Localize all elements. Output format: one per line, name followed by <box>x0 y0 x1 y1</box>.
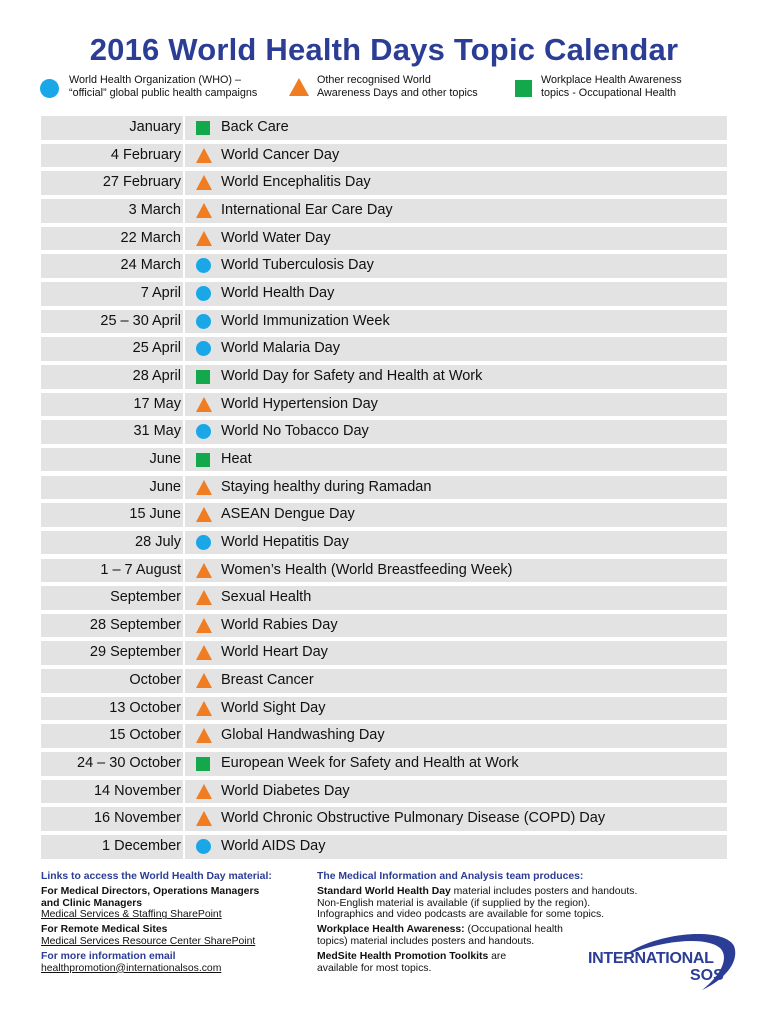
footer-links: Links to access the World Health Day material: For Medical Directors, Operations Managers and Clinic Managers Medical Services & Staffing SharePoint For Remote Medical Sites Medical Services Resource Center SharePoint For more information email healthpromotion@internationalsos.com <box>41 871 301 974</box>
orange-triangle-icon <box>196 701 212 716</box>
row-topic <box>185 420 727 444</box>
row-date: January <box>41 116 183 140</box>
row-topic <box>185 116 727 140</box>
row-date: 28 September <box>41 614 183 638</box>
row-date: 25 – 30 April <box>41 310 183 334</box>
row-topic <box>185 282 727 306</box>
row-date: 27 February <box>41 171 183 195</box>
standard-material-paragraph: Standard World Health Day material includes posters and handouts. Non-English material is available (if supplied by the region). Infographics and video podcasts are available for some topics. <box>317 885 638 921</box>
blue-circle-icon <box>196 535 211 550</box>
calendar-row <box>41 586 727 610</box>
email-link[interactable]: healthpromotion@internationalsos.com <box>41 962 222 974</box>
row-topic <box>185 531 727 555</box>
calendar-row <box>41 171 727 195</box>
row-topic <box>185 641 727 665</box>
row-topic-label: World Hypertension Day <box>221 395 378 412</box>
row-topic-label: Staying healthy during Ramadan <box>221 478 432 495</box>
row-topic <box>185 503 727 527</box>
orange-triangle-icon <box>196 728 212 743</box>
row-topic-label: Heat <box>221 450 252 467</box>
calendar-table <box>41 116 727 863</box>
row-topic <box>185 337 727 361</box>
row-topic-label: European Week for Safety and Health at Work <box>221 755 519 772</box>
blue-circle-icon <box>196 258 211 273</box>
row-topic-label: World Heart Day <box>221 644 328 661</box>
resource-center-sharepoint-link[interactable]: Medical Services Resource Center SharePoint <box>41 935 256 947</box>
row-topic <box>185 669 727 693</box>
row-date: 29 September <box>41 641 183 665</box>
calendar-row <box>41 227 727 251</box>
row-topic-label: World Cancer Day <box>221 146 340 163</box>
row-date: 28 April <box>41 365 183 389</box>
calendar-row <box>41 669 727 693</box>
row-topic <box>185 393 727 417</box>
green-square-icon <box>196 121 210 135</box>
calendar-row <box>41 752 727 776</box>
row-topic-label: World Sight Day <box>221 699 326 716</box>
row-topic-label: World Health Day <box>221 284 335 301</box>
row-date: 4 February <box>41 144 183 168</box>
row-topic <box>185 780 727 804</box>
row-date: 13 October <box>41 697 183 721</box>
row-date: 7 April <box>41 282 183 306</box>
calendar-row <box>41 116 727 140</box>
row-topic-label: World Encephalitis Day <box>221 174 371 191</box>
calendar-row <box>41 282 727 306</box>
legend-other-text: Other recognised World Awareness Days and other topics <box>317 74 478 99</box>
calendar-row <box>41 448 727 472</box>
row-topic <box>185 171 727 195</box>
row-date: 3 March <box>41 199 183 223</box>
blue-circle-icon <box>40 79 59 98</box>
row-topic-label: World Malaria Day <box>221 340 340 357</box>
orange-triangle-icon <box>196 784 212 799</box>
orange-triangle-icon <box>196 645 212 660</box>
calendar-row <box>41 199 727 223</box>
row-topic-label: Breast Cancer <box>221 672 314 689</box>
row-topic <box>185 697 727 721</box>
row-topic <box>185 559 727 583</box>
blue-circle-icon <box>196 839 211 854</box>
row-date: 24 March <box>41 254 183 278</box>
calendar-row <box>41 807 727 831</box>
workplace-material-paragraph: Workplace Health Awareness: (Occupational health topics) material includes posters and handouts. <box>317 924 563 947</box>
orange-triangle-icon <box>196 673 212 688</box>
orange-triangle-icon <box>196 231 212 246</box>
row-date: September <box>41 586 183 610</box>
row-topic <box>185 807 727 831</box>
row-date: 14 November <box>41 780 183 804</box>
row-topic <box>185 724 727 748</box>
orange-triangle-icon <box>196 397 212 412</box>
calendar-row <box>41 835 727 859</box>
row-topic-label: World Immunization Week <box>221 312 390 329</box>
row-topic <box>185 227 727 251</box>
info-heading: The Medical Information and Analysis team produces: <box>317 871 584 882</box>
row-topic <box>185 310 727 334</box>
row-date: October <box>41 669 183 693</box>
row-topic <box>185 614 727 638</box>
blue-circle-icon <box>196 424 211 439</box>
row-date: 1 December <box>41 835 183 859</box>
orange-triangle-icon <box>196 618 212 633</box>
calendar-row <box>41 337 727 361</box>
row-date: 25 April <box>41 337 183 361</box>
row-date: 15 October <box>41 724 183 748</box>
row-topic <box>185 448 727 472</box>
calendar-row <box>41 559 727 583</box>
calendar-row <box>41 476 727 500</box>
orange-triangle-icon <box>196 175 212 190</box>
row-topic-label: Back Care <box>221 119 289 135</box>
calendar-row <box>41 365 727 389</box>
calendar-row <box>41 724 727 748</box>
orange-triangle-icon <box>196 480 212 495</box>
row-topic-label: World Water Day <box>221 229 331 246</box>
blue-circle-icon <box>196 341 211 356</box>
orange-triangle-icon <box>196 203 212 218</box>
row-date: 24 – 30 October <box>41 752 183 776</box>
calendar-row <box>41 641 727 665</box>
row-date: June <box>41 476 183 500</box>
legend-who-text: World Health Organization (WHO) – “official” global public health campaigns <box>69 74 258 99</box>
green-square-icon <box>196 757 210 771</box>
row-topic <box>185 835 727 859</box>
orange-triangle-icon <box>196 148 212 163</box>
calendar-row <box>41 697 727 721</box>
calendar-row <box>41 420 727 444</box>
links-heading: Links to access the World Health Day material: <box>41 871 272 882</box>
orange-triangle-icon <box>289 78 309 96</box>
row-date: 28 July <box>41 531 183 555</box>
row-topic-label: World Diabetes Day <box>221 782 350 799</box>
row-topic <box>185 199 727 223</box>
row-date: 16 November <box>41 807 183 831</box>
calendar-row <box>41 614 727 638</box>
row-topic-label: World AIDS Day <box>221 838 326 855</box>
row-topic <box>185 476 727 500</box>
row-date: June <box>41 448 183 472</box>
row-topic <box>185 752 727 776</box>
row-topic <box>185 365 727 389</box>
row-topic-label: World Tuberculosis Day <box>221 257 374 274</box>
calendar-row <box>41 531 727 555</box>
calendar-row <box>41 254 727 278</box>
row-date: 15 June <box>41 503 183 527</box>
row-topic-label: ASEAN Dengue Day <box>221 506 355 523</box>
green-square-icon <box>515 80 532 97</box>
row-topic-label: Sexual Health <box>221 589 312 606</box>
calendar-row <box>41 310 727 334</box>
row-topic <box>185 144 727 168</box>
orange-triangle-icon <box>196 507 212 522</box>
international-sos-logo: INTERNATIONAL SOS <box>584 928 740 1000</box>
row-topic-label: World Chronic Obstructive Pulmonary Disease (COPD) Day <box>221 810 606 827</box>
blue-circle-icon <box>196 314 211 329</box>
toolkit-paragraph: MedSite Health Promotion Toolkits are available for most topics. <box>317 950 507 974</box>
row-topic-label: World Rabies Day <box>221 616 338 633</box>
calendar-row <box>41 780 727 804</box>
blue-circle-icon <box>196 286 211 301</box>
row-topic-label: World Day for Safety and Health at Work <box>221 367 483 384</box>
row-topic-label: Global Handwashing Day <box>221 727 385 744</box>
row-topic-label: World No Tobacco Day <box>221 423 369 440</box>
row-topic <box>185 254 727 278</box>
row-date: 31 May <box>41 420 183 444</box>
row-topic-label: Women’s Health (World Breastfeeding Week) <box>221 561 513 578</box>
row-date: 1 – 7 August <box>41 559 183 583</box>
row-topic-label: World Hepatitis Day <box>221 533 349 550</box>
row-date: 17 May <box>41 393 183 417</box>
legend-workplace-text: Workplace Health Awareness topics - Occupational Health <box>541 74 682 99</box>
green-square-icon <box>196 453 210 467</box>
calendar-row <box>41 503 727 527</box>
row-date: 22 March <box>41 227 183 251</box>
orange-triangle-icon <box>196 590 212 605</box>
medical-services-sharepoint-link[interactable]: Medical Services & Staffing SharePoint <box>41 909 222 921</box>
row-topic <box>185 586 727 610</box>
page-title: 2016 World Health Days Topic Calendar <box>89 32 679 67</box>
orange-triangle-icon <box>196 563 212 578</box>
calendar-row <box>41 144 727 168</box>
row-topic-label: International Ear Care Day <box>221 201 393 218</box>
green-square-icon <box>196 370 210 384</box>
calendar-row <box>41 393 727 417</box>
orange-triangle-icon <box>196 811 212 826</box>
